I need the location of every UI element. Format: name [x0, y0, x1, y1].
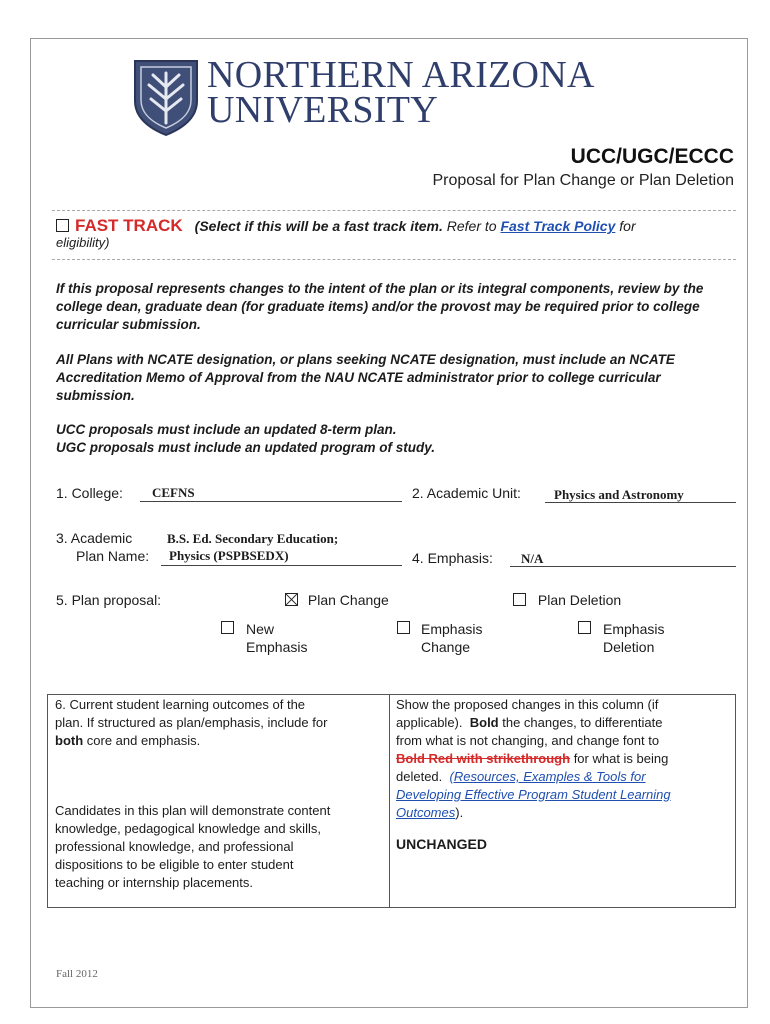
proposed-outcomes-value[interactable]: UNCHANGED — [396, 836, 487, 852]
plan-deletion-option[interactable] — [513, 592, 621, 608]
college-underline — [140, 501, 402, 502]
fast-track-refer: Refer to — [446, 218, 497, 234]
emphasis-change-checkbox[interactable] — [397, 621, 410, 634]
new-emphasis-checkbox[interactable] — [221, 621, 234, 634]
current-outcomes-heading-line3 — [55, 732, 385, 750]
emphasis-deletion-label-2: Deletion — [603, 639, 655, 655]
emphasis-label: 4. Emphasis: — [412, 550, 493, 566]
both-emphasis: both — [55, 733, 84, 748]
current-outcomes-line1: Candidates in this plan will demonstrate content — [55, 803, 331, 818]
current-outcomes-heading — [55, 696, 385, 750]
committee-title: UCC/UGC/ECCC — [570, 145, 734, 168]
current-outcomes-line3: professional knowledge, and professional — [55, 839, 294, 854]
form-subtitle: Proposal for Plan Change or Plan Deletion — [432, 172, 734, 189]
proposed-line1: Show the proposed changes in this column (if — [396, 697, 659, 712]
proposed-line7 — [396, 804, 734, 822]
nau-shield-logo — [131, 57, 201, 137]
instruction-ucc: UCC proposals must include an updated 8-term plan. — [56, 422, 397, 437]
emphasis-deletion-checkbox[interactable] — [578, 621, 591, 634]
fast-track-note: (Select if this will be a fast track item. — [194, 218, 443, 234]
current-outcomes-heading-line2: plan. If structured as plan/emphasis, include for — [55, 715, 328, 730]
proposed-line2a: applicable). — [396, 715, 463, 730]
instruction-ugc: UGC proposals must include an updated program of study. — [56, 440, 436, 455]
fast-track-policy-link[interactable]: Fast Track Policy — [500, 218, 616, 234]
instruction-review: If this proposal represents changes to the intent of the plan or its integral components, review by the college dean, graduate dean (for graduate items) and/or the provost may be required prior to college curricular submission. — [56, 281, 704, 332]
fast-track-eligibility: eligibility) — [56, 235, 110, 250]
proposed-line4b: for what is being — [573, 751, 669, 766]
emphasis-change-label-2: Change — [421, 639, 471, 655]
proposed-line2 — [396, 714, 734, 732]
academic-unit-value[interactable]: Physics and Astronomy — [554, 487, 684, 502]
fast-track-row — [56, 216, 636, 236]
plan-name-underline — [161, 565, 402, 566]
plan-name-value-2[interactable]: Physics (PSPBSEDX) — [169, 548, 289, 563]
plan-proposal-label: 5. Plan proposal: — [56, 592, 162, 608]
plan-name-value-1[interactable]: B.S. Ed. Secondary Education; — [167, 531, 339, 546]
current-outcomes-heading-line1: 6. Current student learning outcomes of the — [55, 697, 306, 712]
emphasis-deletion-option[interactable] — [578, 620, 591, 636]
outcomes-table-divider — [389, 694, 390, 908]
plan-change-checkbox[interactable] — [285, 593, 298, 606]
plan-deletion-checkbox[interactable] — [513, 593, 526, 606]
emphasis-deletion-text — [603, 620, 664, 656]
proposed-line3: from what is not changing, and change font to — [396, 733, 660, 748]
proposed-line2c: the changes, to differentiate — [502, 715, 663, 730]
instruction-ncate: All Plans with NCATE designation, or plans seeking NCATE designation, must include an NCATE Accreditation Memo of Approval from the NAU NCATE administrator prior to college curricular submission. — [56, 352, 675, 403]
current-outcomes-line4: dispositions to be eligible to enter student — [55, 857, 294, 872]
university-name-line1: NORTHERN ARIZONA — [207, 54, 595, 96]
plan-change-label: Plan Change — [307, 592, 389, 608]
fast-track-checkbox[interactable] — [56, 219, 69, 232]
resources-link-3[interactable]: Outcomes — [396, 805, 456, 820]
proposed-changes-instructions — [396, 696, 734, 822]
new-emphasis-option[interactable] — [221, 620, 234, 636]
proposed-line7b: ). — [455, 805, 464, 820]
college-value[interactable]: CEFNS — [152, 485, 195, 500]
new-emphasis-text — [246, 620, 307, 656]
plan-name-label-2: Plan Name: — [76, 548, 150, 564]
proposed-line5 — [396, 768, 734, 786]
emphasis-deletion-label-1: Emphasis — [603, 621, 665, 637]
current-outcomes-text[interactable] — [55, 802, 385, 892]
current-outcomes-line5: teaching or internship placements. — [55, 875, 254, 890]
red-strikethrough-sample: Bold Red with strikethrough — [396, 751, 571, 766]
proposed-line4 — [396, 750, 734, 768]
university-name — [207, 54, 595, 131]
fast-track-title: FAST TRACK — [75, 216, 183, 235]
heading-rest: core and emphasis. — [86, 733, 201, 748]
college-label: 1. College: — [56, 485, 123, 501]
fast-track-for: for — [619, 218, 636, 234]
proposed-line5a: deleted. — [396, 769, 443, 784]
plan-deletion-label: Plan Deletion — [537, 592, 622, 608]
emphasis-underline — [510, 566, 736, 567]
current-outcomes-line2: knowledge, pedagogical knowledge and skills, — [55, 821, 321, 836]
academic-unit-label: 2. Academic Unit: — [412, 485, 521, 501]
new-emphasis-label-1: New — [246, 621, 275, 637]
emphasis-change-option[interactable] — [397, 620, 410, 636]
university-name-line2: UNIVERSITY — [207, 89, 438, 131]
resources-link-2[interactable]: Developing Effective Program Student Learning — [396, 787, 671, 802]
resources-link-1[interactable]: (Resources, Examples & Tools for — [449, 769, 646, 784]
footer-date: Fall 2012 — [56, 968, 98, 980]
plan-name-label-1: 3. Academic — [56, 530, 133, 546]
proposed-bold-word: Bold — [469, 715, 499, 730]
emphasis-change-text — [421, 620, 482, 656]
new-emphasis-label-2: Emphasis — [246, 639, 308, 655]
emphasis-change-label-1: Emphasis — [421, 621, 483, 637]
emphasis-value[interactable]: N/A — [521, 551, 544, 566]
plan-change-option[interactable] — [285, 592, 389, 608]
